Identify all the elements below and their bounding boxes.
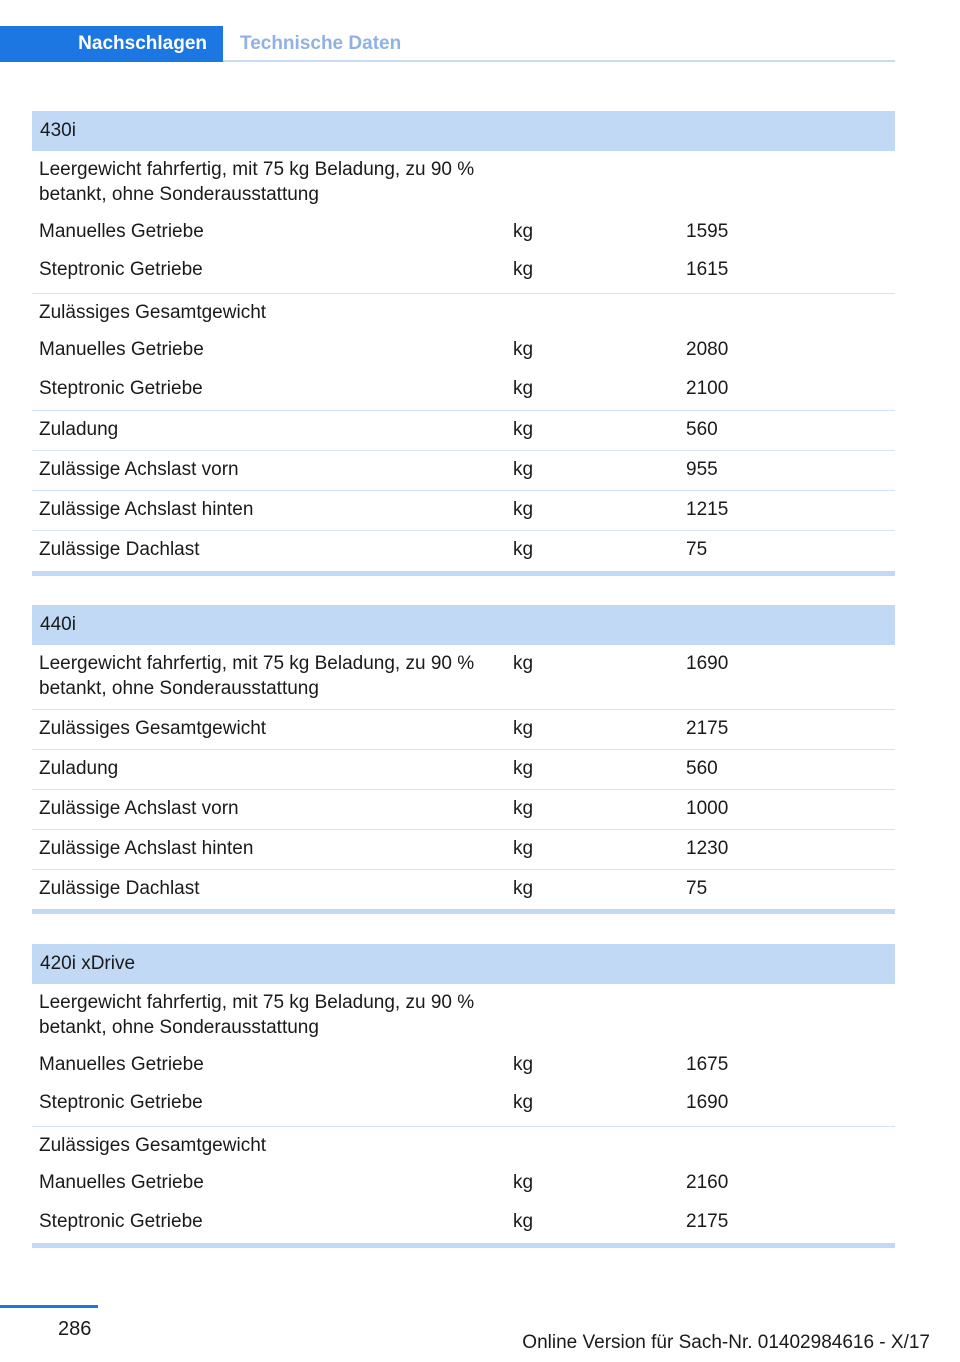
row-value: 2080 xyxy=(686,339,729,360)
table-row xyxy=(32,151,895,215)
table-row xyxy=(32,253,895,293)
table-header xyxy=(32,111,895,151)
table-row xyxy=(32,1126,895,1165)
table-row xyxy=(32,410,895,450)
table-row xyxy=(32,293,895,332)
row-unit: kg xyxy=(513,1211,534,1232)
table-row xyxy=(32,1086,895,1126)
row-label: Zulässige Dachlast xyxy=(39,539,200,560)
row-unit: kg xyxy=(513,1092,534,1113)
table-440i xyxy=(32,605,895,914)
table-row xyxy=(32,490,895,530)
table-row xyxy=(32,1048,895,1086)
table-430i xyxy=(32,111,895,576)
row-unit: kg xyxy=(513,499,534,520)
table-row xyxy=(32,829,895,869)
row-value: 2175 xyxy=(686,1211,729,1232)
table-row xyxy=(32,450,895,490)
row-label: Zulässige Dachlast xyxy=(39,878,200,899)
table-model-title: 420i xDrive xyxy=(40,953,136,974)
row-label: Zulässige Achslast hinten xyxy=(39,838,254,859)
header-tab-technische-daten[interactable] xyxy=(240,26,401,62)
row-label: Leergewicht fahrfertig, mit 75 kg Beladung, zu 90 % betankt, ohne Sonderausstattung xyxy=(39,992,475,1038)
table-row xyxy=(32,215,895,253)
table-header xyxy=(32,944,895,984)
table-row xyxy=(32,789,895,829)
table-footer-bar xyxy=(32,909,895,914)
row-unit: kg xyxy=(513,221,534,242)
row-unit: kg xyxy=(513,653,534,674)
header-tab-nachschlagen-label: Nachschlagen xyxy=(78,33,207,54)
row-unit: kg xyxy=(513,718,534,739)
row-label: Steptronic Getriebe xyxy=(39,378,203,399)
row-unit: kg xyxy=(513,539,534,560)
row-value: 1595 xyxy=(686,221,729,242)
table-model-title: 430i xyxy=(40,120,76,141)
row-value: 1230 xyxy=(686,838,729,859)
row-value: 2175 xyxy=(686,718,729,739)
table-row xyxy=(32,645,895,709)
table-row xyxy=(32,709,895,749)
row-unit: kg xyxy=(513,419,534,440)
row-unit: kg xyxy=(513,339,534,360)
row-label: Steptronic Getriebe xyxy=(39,1092,203,1113)
row-label: Zulässiges Gesamtgewicht xyxy=(39,1135,267,1156)
row-value: 560 xyxy=(686,758,718,779)
table-model-title: 440i xyxy=(40,614,76,635)
row-label: Zulässige Achslast vorn xyxy=(39,459,239,480)
row-unit: kg xyxy=(513,378,534,399)
table-row xyxy=(32,371,895,410)
row-label: Leergewicht fahrfertig, mit 75 kg Beladung, zu 90 % betankt, ohne Sonderausstattung xyxy=(39,159,475,205)
row-unit: kg xyxy=(513,1054,534,1075)
row-label: Manuelles Getriebe xyxy=(39,1054,204,1075)
table-row xyxy=(32,332,895,371)
row-value: 1690 xyxy=(686,1092,729,1113)
row-value: 2100 xyxy=(686,378,729,399)
table-row xyxy=(32,984,895,1048)
row-label: Zulässiges Gesamtgewicht xyxy=(39,718,267,739)
row-label: Manuelles Getriebe xyxy=(39,1172,204,1193)
footer-rule xyxy=(0,1305,98,1308)
row-label: Steptronic Getriebe xyxy=(39,259,203,280)
table-row xyxy=(32,749,895,789)
page-number: 286 xyxy=(58,1318,92,1340)
table-row xyxy=(32,869,895,909)
table-header xyxy=(32,605,895,645)
table-420i-xdrive xyxy=(32,944,895,1248)
header-tab-technische-daten-label: Technische Daten xyxy=(240,33,402,54)
row-value: 955 xyxy=(686,459,718,480)
row-value: 75 xyxy=(686,878,708,899)
row-unit: kg xyxy=(513,798,534,819)
row-value: 1615 xyxy=(686,259,729,280)
row-label: Zulässige Achslast hinten xyxy=(39,499,254,520)
row-label: Manuelles Getriebe xyxy=(39,339,204,360)
row-value: 560 xyxy=(686,419,718,440)
header-rule xyxy=(223,60,895,62)
row-value: 2160 xyxy=(686,1172,729,1193)
row-label: Zulässiges Gesamtgewicht xyxy=(39,302,267,323)
row-label: Steptronic Getriebe xyxy=(39,1211,203,1232)
header-tab-nachschlagen[interactable] xyxy=(0,26,223,62)
row-value: 1000 xyxy=(686,798,729,819)
row-unit: kg xyxy=(513,878,534,899)
table-footer-bar xyxy=(32,571,895,576)
row-value: 1215 xyxy=(686,499,729,520)
row-unit: kg xyxy=(513,259,534,280)
row-unit: kg xyxy=(513,838,534,859)
row-label: Zuladung xyxy=(39,419,119,440)
table-row xyxy=(32,530,895,571)
row-unit: kg xyxy=(513,1172,534,1193)
row-value: 1690 xyxy=(686,653,729,674)
row-label: Zuladung xyxy=(39,758,119,779)
row-unit: kg xyxy=(513,758,534,779)
table-row xyxy=(32,1165,895,1204)
row-value: 75 xyxy=(686,539,708,560)
table-row xyxy=(32,1204,895,1243)
row-unit: kg xyxy=(513,459,534,480)
row-label: Zulässige Achslast vorn xyxy=(39,798,239,819)
row-label: Leergewicht fahrfertig, mit 75 kg Beladung, zu 90 % betankt, ohne Sonderausstattung xyxy=(39,653,475,699)
footer-version-note: Online Version für Sach-Nr. 01402984616 - X/17 xyxy=(522,1332,930,1353)
table-footer-bar xyxy=(32,1243,895,1248)
row-value: 1675 xyxy=(686,1054,729,1075)
row-label: Manuelles Getriebe xyxy=(39,221,204,242)
